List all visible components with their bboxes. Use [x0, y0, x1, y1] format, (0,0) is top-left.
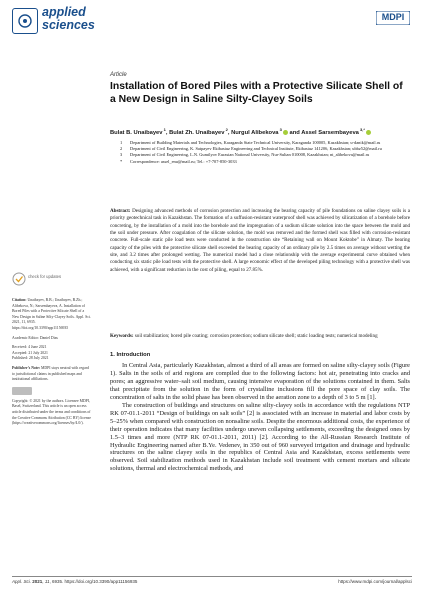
affiliations [120, 140, 410, 165]
keywords-label: Keywords: [110, 333, 134, 339]
affiliation-number: * [120, 158, 123, 164]
publisher-logo [376, 11, 410, 25]
affiliation [120, 159, 410, 165]
accepted-date: Accepted: 21 July 2021 [12, 350, 48, 355]
section-heading: 1. Introduction [110, 352, 151, 358]
author-list: Bulat B. Unaibayev $^1$, Bulat Zh. Unaibayev $^2$, Nurgul Alibekova $^3$ and Assel Sarsembayeva $^{3,*}$ [110, 126, 410, 137]
paper-title: Installation of Bored Piles with a Protective Silicate Shell of a New Design in Saline Silty-Clayey Soils [110, 81, 403, 105]
affiliation-text: Correspondence: assel_enu@mail.ru; Tel.: +7-707-850-3033 [130, 158, 237, 164]
orcid-icon[interactable] [366, 130, 371, 135]
academic-editor: Academic Editor: Daniel Dias [12, 335, 58, 340]
journal-logo [12, 8, 38, 34]
abstract [110, 208, 410, 274]
paragraph: In Central Asia, particularly Kazakhstan, almost a third of all areas are formed on saline silty-clayey soils (Figure 1). Salts in the soils of arid regions are compiled due to the following factors: hot air, penetrating into cracks and pores; an aggressive water–salt soil medium, causing intensive evaporation of the solutions contained in them. Salts that precipitate from the solution in the form of crystalline inclusions fill the pore space of clay soils. The concentration of salts in the solid phase has been observed in the aeration zone to a depth of 3 to 5 m [1]. [110, 362, 410, 401]
author-affiliation-mark: 2 [224, 127, 228, 132]
cc-license-badge[interactable] [12, 387, 32, 395]
footer-page: 6935 [52, 579, 63, 584]
sidebar [12, 298, 92, 431]
check-updates-label: check for updates [28, 274, 62, 279]
footer-doi[interactable]: https://doi.org/10.3390/app11156935 [64, 579, 138, 584]
check-updates-icon [12, 272, 26, 286]
footer-journal: Appl. Sci. [12, 579, 32, 584]
citation-label: Citation: [12, 298, 27, 302]
author-affiliation-mark: 3,* [358, 127, 365, 132]
page-footer: Appl. Sci. 2021, 11, 6935. https://doi.org/10.3390/app11156935 [12, 579, 138, 584]
publisher-note-text: MDPI stays neutral with regard to jurisdictional claims in published maps and institutional affiliations. [12, 365, 89, 382]
author-affiliation-mark: 1 [162, 127, 166, 132]
copyright-notice: Copyright: © 2021 by the authors. Licensee MDPI, Basel, Switzerland. This article is an open access article distributed under the terms and conditions of the Creative Commons Attribution (CC BY) license (https://creativecommons.org/licenses/by/4.0/). [12, 398, 91, 426]
check-for-updates-badge[interactable] [12, 272, 72, 288]
publisher-name: MDPI [381, 12, 405, 22]
author-affiliation-mark: 3 [278, 127, 282, 132]
author [301, 127, 371, 136]
published-date: Published: 28 July 2021 [12, 356, 49, 361]
keywords-text: soil stabilization; bored pile coating; corrosion protection; sodium silicate shell; static loading tests; numerical modeling [134, 333, 378, 339]
author-name: Bulat B. Unaibayev [110, 129, 163, 136]
paragraph: The construction of buildings and structures on saline silty-clayey soils in accordance with the regulations NTP RK 07-01.1-2011 “Design of buildings on salt soils” [2] is associated with an increase in material and labor costs by 5–25% when compared with construction on nonsaline soils. Despite the enormous additional costs, the experience of their operation indicates that many facilities undergo uneven collapsing settlements, exceeding the designed ones by 1.5–3 times and more (NTP RK 07-01.1-2011, 2011) [2]. According to the All-Russian Research Institute of Hydraulic Engineering named after B.Ye. Vedenev, in 350 out of 960 surveyed irrigation and drainage and hydraulic structures on the saline clayey soils in the republics of Central Asia and Kazakhstan, excess settlements were observed. Soil stabilization methods used in Kazakhstan include soil treatment with cement mortars and silicate solutions, thermal and electrochemical methods, and [110, 401, 410, 473]
journal-name: applied sciences [42, 5, 95, 32]
orcid-icon[interactable] [283, 130, 288, 135]
affiliation-number: 3 [120, 152, 123, 158]
keywords [110, 333, 410, 340]
affiliation-text: Department of Civil Engineering, L.N. Gumilyov Eurasian National University, Nur-Sultan 010008, Kazakhstan; nt_alibekova@mail.ru [130, 152, 370, 158]
footer-volume: 11 [44, 579, 50, 584]
affiliation-text: Department of Civil Engineering, K. Satpayev Ekibastuz Engineering and Technical Institute, Ekibastuz 141206, Kazakhstan; ubbz52@mail.ru [130, 146, 382, 152]
footer-url[interactable]: https://www.mdpi.com/journal/applsci [338, 579, 412, 584]
journal-logo-icon [16, 12, 34, 30]
publisher-note-label: Publisher’s Note: [12, 365, 41, 370]
footer-year: 2021 [32, 579, 43, 584]
author-name: Assel Sarsembayeva [301, 129, 359, 136]
affiliation-number: 2 [120, 146, 123, 152]
affiliation-text: Department of Building Materials and Technologies, Karaganda State Technical University, Karaganda 100005, Kazakhstan; u-danik@mail.ru [130, 140, 381, 145]
author [231, 127, 288, 136]
citation-text: Unaibayev, B.B.; Unaibayev, B.Zh.; Alibekova, N.; Sarsembayeva, A. Installation of Bored Piles with a Protective Silicate Shell of a New Design in Saline Silty-Clayey Soils. Appl. Sci. 2021, 11, 6935. https://doi.org/10.3390/app11156935 [12, 298, 91, 330]
affiliation-number: 1 [120, 140, 123, 145]
author-name: Nurgul Alibekova [231, 129, 279, 136]
publisher-note [12, 366, 92, 383]
abstract-label: Abstract: [110, 208, 131, 214]
citation [12, 298, 92, 332]
author [110, 127, 166, 136]
article-type: Article [110, 72, 127, 78]
author [169, 127, 228, 136]
introduction-body [110, 362, 410, 473]
abstract-text: Designing advanced methods of corrosion protection and increasing the bearing capacity of pile foundations on saline clayey soils is a priority geotechnical task in Kazakhstan. The formation of a suffusion-resistant waterproof shell was achieved by silicatization of a borehole before concreting, by the installation of a mold into the borehole and the impregnation of a sodium silicate solution into the space between the mold and the soil under pressure. After coagulation of the silicate solution, the mold was removed and the formed shell was filled with corrosion-resistant concrete. Full-scale static pile load tests were conducted in the construction site “Retaining wall on Mount Koktobe” in Almaty. The bearing capacity of the piles with the protective silicate shell exceeded the bearing capacity of an ordinary pile by 2.5 times on average without wetting the site, and 3.2 times after prolonged wetting. The numerical model had a close relationship with the average experimental curve obtained when conducting six static pile load tests with the protective shell. A large economic effect of the developed piling technology with a protective shell was achieved, with a significant reduction in the cost of piling, equal to 27.85%. [110, 208, 410, 273]
received-date: Received: 4 June 2021 [12, 345, 47, 350]
footer-divider [12, 576, 412, 577]
author-name: Bulat Zh. Unaibayev [169, 129, 225, 136]
